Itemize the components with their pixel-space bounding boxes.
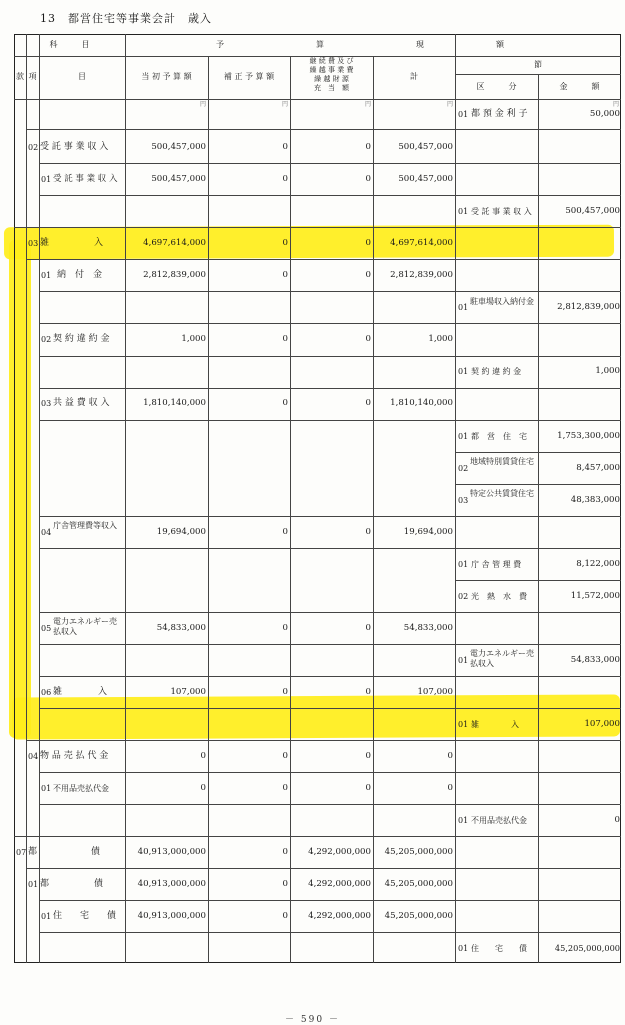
kei-amount: 45,205,000,000 — [384, 847, 453, 857]
setsu-amount: 2,812,839,000 — [557, 302, 620, 312]
row-line — [39, 932, 621, 933]
row-line — [39, 388, 621, 389]
unit-kei: 円 — [446, 101, 453, 108]
tosho-amount: 19,694,000 — [156, 527, 206, 537]
moku-code: 03 — [41, 399, 52, 408]
setsu-name: 契 約 違 約 金 — [471, 367, 522, 376]
row-line — [39, 356, 621, 357]
setsu-name: 受 託 事 業 収 入 — [471, 207, 532, 216]
header-line-3 — [14, 99, 621, 100]
row-line — [455, 580, 621, 581]
row-line — [39, 676, 621, 677]
hosei-amount: 0 — [282, 847, 288, 857]
header-keizoku-1: 継 続 費 及 び — [309, 57, 354, 65]
tosho-amount: 54,833,000 — [156, 623, 206, 633]
kei-amount: 1,810,140,000 — [390, 398, 453, 408]
kei-amount: 1,000 — [428, 334, 453, 344]
header-kingaku: 金 額 — [559, 82, 600, 91]
setsu-amount: 50,000 — [589, 109, 620, 119]
col-line-kou — [26, 34, 27, 963]
kou-name: 都 債 — [40, 879, 104, 889]
row-line — [26, 129, 621, 130]
kan-code: 07 — [16, 848, 27, 857]
row-line — [26, 259, 621, 260]
row-line — [39, 772, 621, 773]
keizoku-amount: 0 — [365, 174, 371, 184]
setsu-amount: 107,000 — [584, 719, 620, 729]
row-line — [39, 548, 621, 549]
col-line-kingaku — [538, 74, 539, 963]
header-tosho: 当 初 予 算 額 — [141, 72, 192, 81]
hosei-amount: 0 — [282, 527, 288, 537]
setsu-amount: 48,383,000 — [570, 495, 620, 505]
moku-name: 庁舎管理費等収入 — [53, 521, 117, 530]
header-san: 算 — [316, 40, 324, 49]
hosei-amount: 0 — [282, 174, 288, 184]
tosho-amount: 0 — [200, 751, 206, 761]
setsu-code: 02 — [458, 592, 469, 601]
kou-name: 物 品 売 払 代 金 — [40, 751, 109, 761]
page-number: － 590 － — [285, 1015, 340, 1025]
hosei-amount: 0 — [282, 879, 288, 889]
moku-name: 納 付 金 — [57, 270, 103, 280]
header-keizoku-3: 繰 越 財 源 — [314, 75, 349, 83]
setsu-name: 光 熱 水 費 — [471, 592, 527, 601]
kei-amount: 0 — [447, 751, 453, 761]
setsu-name: 都 預 金 利 子 — [471, 109, 528, 119]
row-line — [39, 708, 621, 709]
tosho-amount: 1,000 — [181, 334, 206, 344]
hosei-amount: 0 — [282, 270, 288, 280]
row-line — [39, 163, 621, 164]
row-line — [26, 868, 621, 869]
hosei-amount: 0 — [282, 751, 288, 761]
header-yo: 予 — [216, 40, 224, 49]
hosei-amount: 0 — [282, 783, 288, 793]
tosho-amount: 4,697,614,000 — [143, 238, 206, 248]
moku-code: 01 — [41, 175, 52, 184]
setsu-amount: 8,457,000 — [576, 463, 620, 473]
keizoku-amount: 0 — [365, 687, 371, 697]
moku-code: 04 — [41, 528, 52, 537]
keizoku-amount: 4,292,000,000 — [308, 879, 371, 889]
setsu-amount: 45,205,000,000 — [554, 943, 620, 953]
keizoku-amount: 0 — [365, 238, 371, 248]
setsu-name: 特定公共賃貸住宅 — [470, 489, 534, 498]
header-gaku: 額 — [496, 40, 504, 49]
header-kan: 款 — [16, 72, 24, 81]
hosei-amount: 0 — [282, 911, 288, 921]
setsu-code: 01 — [458, 944, 469, 953]
col-line-tosho — [125, 34, 126, 963]
unit-hosei: 円 — [281, 101, 288, 108]
hosei-amount: 0 — [282, 623, 288, 633]
keizoku-amount: 0 — [365, 334, 371, 344]
header-kei: 計 — [410, 72, 418, 81]
tosho-amount: 107,000 — [170, 687, 206, 697]
setsu-name: 都 営 住 宅 — [471, 432, 527, 441]
row-line — [39, 420, 621, 421]
row-line — [39, 516, 621, 517]
setsu-code: 01 — [458, 656, 469, 665]
unit-tosho: 円 — [199, 101, 206, 108]
moku-name: 電力エネルギー売払収入 — [53, 617, 117, 636]
kei-amount: 4,697,614,000 — [390, 238, 453, 248]
row-line — [39, 323, 621, 324]
setsu-code: 01 — [458, 720, 469, 729]
page-title: 13 都営住宅等事業会計 歳入 — [40, 12, 212, 25]
hosei-amount: 0 — [282, 334, 288, 344]
keizoku-amount: 0 — [365, 398, 371, 408]
header-moku: 目 — [78, 72, 86, 81]
moku-code: 01 — [41, 912, 52, 921]
row-line — [39, 612, 621, 613]
kei-amount: 19,694,000 — [403, 527, 453, 537]
header-setsu: 節 — [534, 60, 542, 69]
kei-amount: 0 — [447, 783, 453, 793]
setsu-amount: 1,753,300,000 — [557, 431, 620, 441]
tosho-amount: 0 — [200, 783, 206, 793]
hosei-amount: 0 — [282, 238, 288, 248]
setsu-amount: 54,833,000 — [570, 655, 620, 665]
col-line-keizoku — [290, 56, 291, 963]
col-line-setsu — [455, 34, 456, 963]
header-line-2 — [455, 74, 621, 75]
setsu-code: 01 — [458, 207, 469, 216]
keizoku-amount: 4,292,000,000 — [308, 911, 371, 921]
keizoku-amount: 0 — [365, 527, 371, 537]
setsu-name: 住 宅 債 — [471, 944, 527, 953]
setsu-code: 01 — [458, 560, 469, 569]
moku-name: 不用品売払代金 — [53, 784, 109, 793]
row-line — [455, 452, 621, 453]
kou-code: 01 — [28, 880, 39, 889]
moku-name: 受 託 事 業 収 入 — [53, 174, 118, 184]
setsu-amount: 0 — [614, 815, 620, 825]
setsu-name: 電力エネルギー売払収入 — [470, 649, 534, 668]
setsu-code: 01 — [458, 432, 469, 441]
kei-amount: 500,457,000 — [398, 142, 453, 152]
header-keizoku-2: 繰 越 事 業 費 — [309, 66, 354, 74]
setsu-name: 駐車場収入納付金 — [470, 297, 534, 306]
header-kou: 項 — [28, 72, 37, 81]
col-line-kei — [373, 56, 374, 963]
row-line — [14, 836, 621, 837]
row-line — [39, 291, 621, 292]
header-kamoku: 科 目 — [49, 40, 90, 49]
row-line — [39, 195, 621, 196]
tosho-amount: 40,913,000,000 — [137, 879, 206, 889]
moku-code: 01 — [41, 784, 52, 793]
setsu-amount: 1,000 — [595, 366, 620, 376]
tosho-amount: 500,457,000 — [151, 142, 206, 152]
keizoku-amount: 0 — [365, 623, 371, 633]
setsu-name: 地域特別賃貸住宅 — [470, 457, 534, 466]
keizoku-amount: 4,292,000,000 — [308, 847, 371, 857]
row-line — [39, 900, 621, 901]
setsu-amount: 11,572,000 — [570, 591, 620, 601]
kei-amount: 2,812,839,000 — [390, 270, 453, 280]
setsu-code: 03 — [458, 496, 469, 505]
kei-amount: 107,000 — [417, 687, 453, 697]
moku-code: 02 — [41, 335, 52, 344]
setsu-code: 01 — [458, 816, 469, 825]
row-line — [26, 740, 621, 741]
keizoku-amount: 0 — [365, 751, 371, 761]
tosho-amount: 1,810,140,000 — [143, 398, 206, 408]
moku-name: 共 益 費 収 入 — [53, 398, 110, 408]
setsu-name: 不用品売払代金 — [471, 816, 527, 825]
moku-name: 住 宅 債 — [53, 911, 117, 921]
header-keizoku-4: 充 当 額 — [314, 84, 349, 92]
tosho-amount: 500,457,000 — [151, 174, 206, 184]
kei-amount: 45,205,000,000 — [384, 879, 453, 889]
keizoku-amount: 0 — [365, 270, 371, 280]
tosho-amount: 40,913,000,000 — [137, 847, 206, 857]
kei-amount: 45,205,000,000 — [384, 911, 453, 921]
header-gen: 現 — [416, 40, 424, 49]
hosei-amount: 0 — [282, 142, 288, 152]
kou-code: 03 — [28, 239, 39, 248]
keizoku-amount: 0 — [365, 783, 371, 793]
kou-code: 02 — [28, 143, 39, 152]
keizoku-amount: 0 — [365, 142, 371, 152]
row-line — [455, 484, 621, 485]
row-line — [14, 227, 621, 228]
unit-kingaku: 円 — [612, 101, 619, 108]
kei-amount: 54,833,000 — [403, 623, 453, 633]
unit-keizoku: 円 — [364, 101, 371, 108]
setsu-code: 01 — [458, 367, 469, 376]
setsu-name: 雑 入 — [471, 720, 519, 729]
setsu-code: 01 — [458, 110, 469, 119]
tosho-amount: 2,812,839,000 — [143, 270, 206, 280]
setsu-code: 01 — [458, 303, 469, 312]
moku-code: 05 — [41, 624, 52, 633]
header-hosei: 補 正 予 算 額 — [223, 72, 275, 81]
col-line-moku — [39, 34, 40, 963]
setsu-code: 02 — [458, 464, 469, 473]
moku-code: 06 — [41, 688, 52, 697]
kou-name: 雑 入 — [40, 238, 104, 248]
moku-code: 01 — [41, 271, 52, 280]
kou-code: 04 — [28, 752, 39, 761]
moku-name: 契 約 違 約 金 — [53, 334, 110, 344]
setsu-name: 庁 舎 管 理 費 — [471, 560, 522, 569]
setsu-amount: 8,122,000 — [576, 559, 620, 569]
kan-name: 都 債 — [28, 847, 101, 857]
header-kubun: 区 分 — [476, 82, 517, 91]
kei-amount: 500,457,000 — [398, 174, 453, 184]
row-line — [39, 644, 621, 645]
hosei-amount: 0 — [282, 398, 288, 408]
row-line — [39, 804, 621, 805]
col-line-hosei — [208, 56, 209, 963]
setsu-amount: 500,457,000 — [565, 206, 620, 216]
kou-name: 受 託 事 業 収 入 — [40, 142, 109, 152]
moku-name: 雑 入 — [53, 687, 108, 697]
hosei-amount: 0 — [282, 687, 288, 697]
tosho-amount: 40,913,000,000 — [137, 911, 206, 921]
